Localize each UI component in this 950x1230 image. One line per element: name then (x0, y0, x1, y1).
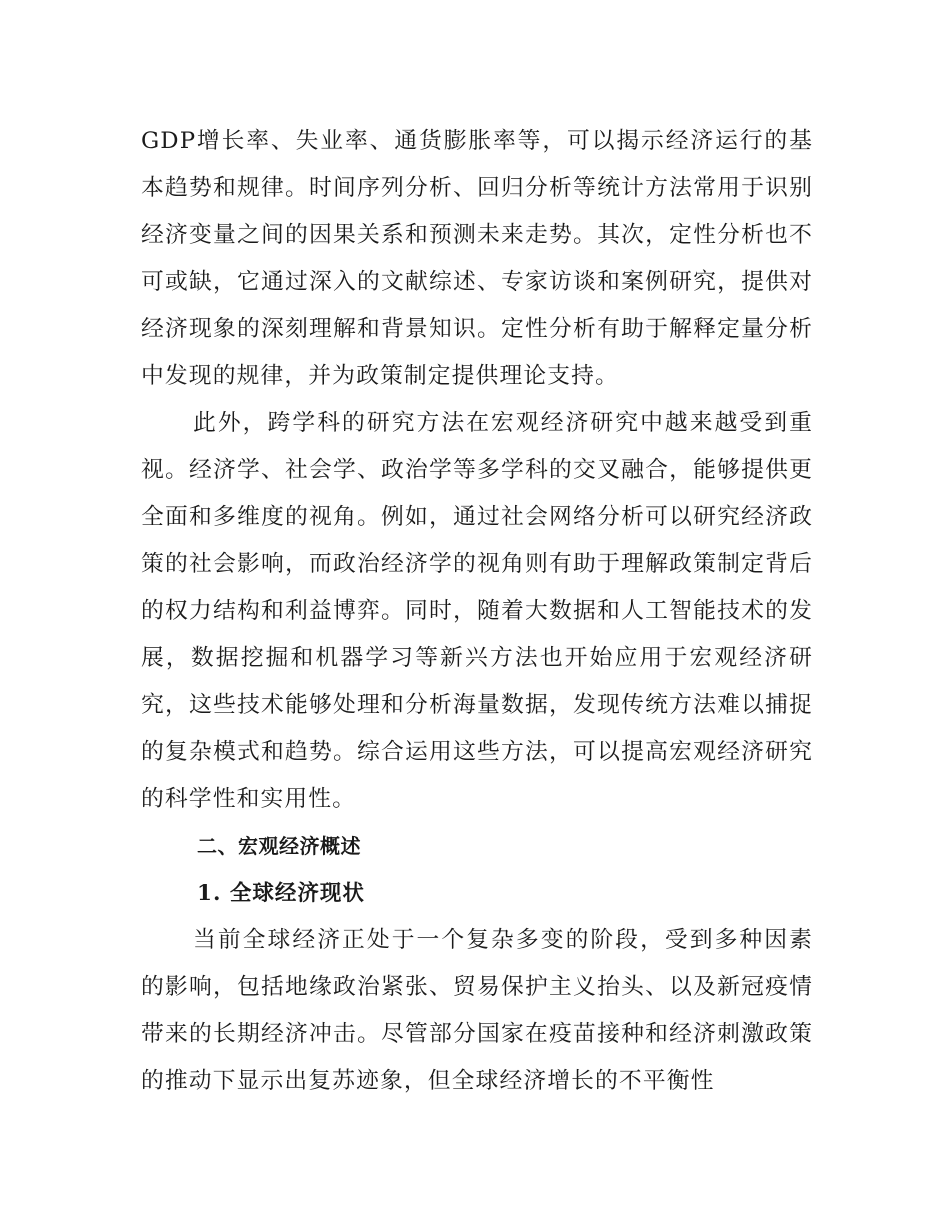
document-body (141, 118, 813, 1105)
section-heading: 二、宏观经济概述 (197, 834, 361, 858)
paragraph-global-economy: 当前全球经济正处于一个复杂多变的阶段，受到多种因素的影响，包括地缘政治紧张、贸易保护主义抬头、以及新冠疫情带来的长期经济冲击。尽管部分国家在疫苗接种和经济刺激政策的推动下显示出复苏迹象，但全球经济增长的不平衡性 (141, 927, 813, 1094)
paragraph-methods-quantitative: GDP增长率、失业率、通货膨胀率等，可以揭示经济运行的基本趋势和规律。时间序列分析、回归分析等统计方法常用于识别经济变量之间的因果关系和预测未来走势。其次，定性分析也不可或缺，它通过深入的文献综述、专家访谈和案例研究，提供对经济现象的深刻理解和背景知识。定性分析有助于解释定量分析中发现的规律，并为政策制定提供理论支持。 (141, 128, 813, 389)
subsection-heading: 1. 全球经济现状 (197, 881, 365, 906)
paragraph-interdisciplinary-methods: 此外，跨学科的研究方法在宏观经济研究中越来越受到重视。经济学、社会学、政治学等多学科的交叉融合，能够提供更全面和多维度的视角。例如，通过社会网络分析可以研究经济政策的社会影响，而政治经济学的视角则有助于理解政策制定背后的权力结构和利益博弈。同时，随着大数据和人工智能技术的发展，数据挖掘和机器学习等新兴方法也开始应用于宏观经济研究，这些技术能够处理和分析海量数据，发现传统方法难以捕捉的复杂模式和趋势。综合运用这些方法，可以提高宏观经济研究的科学性和实用性。 (141, 410, 813, 812)
